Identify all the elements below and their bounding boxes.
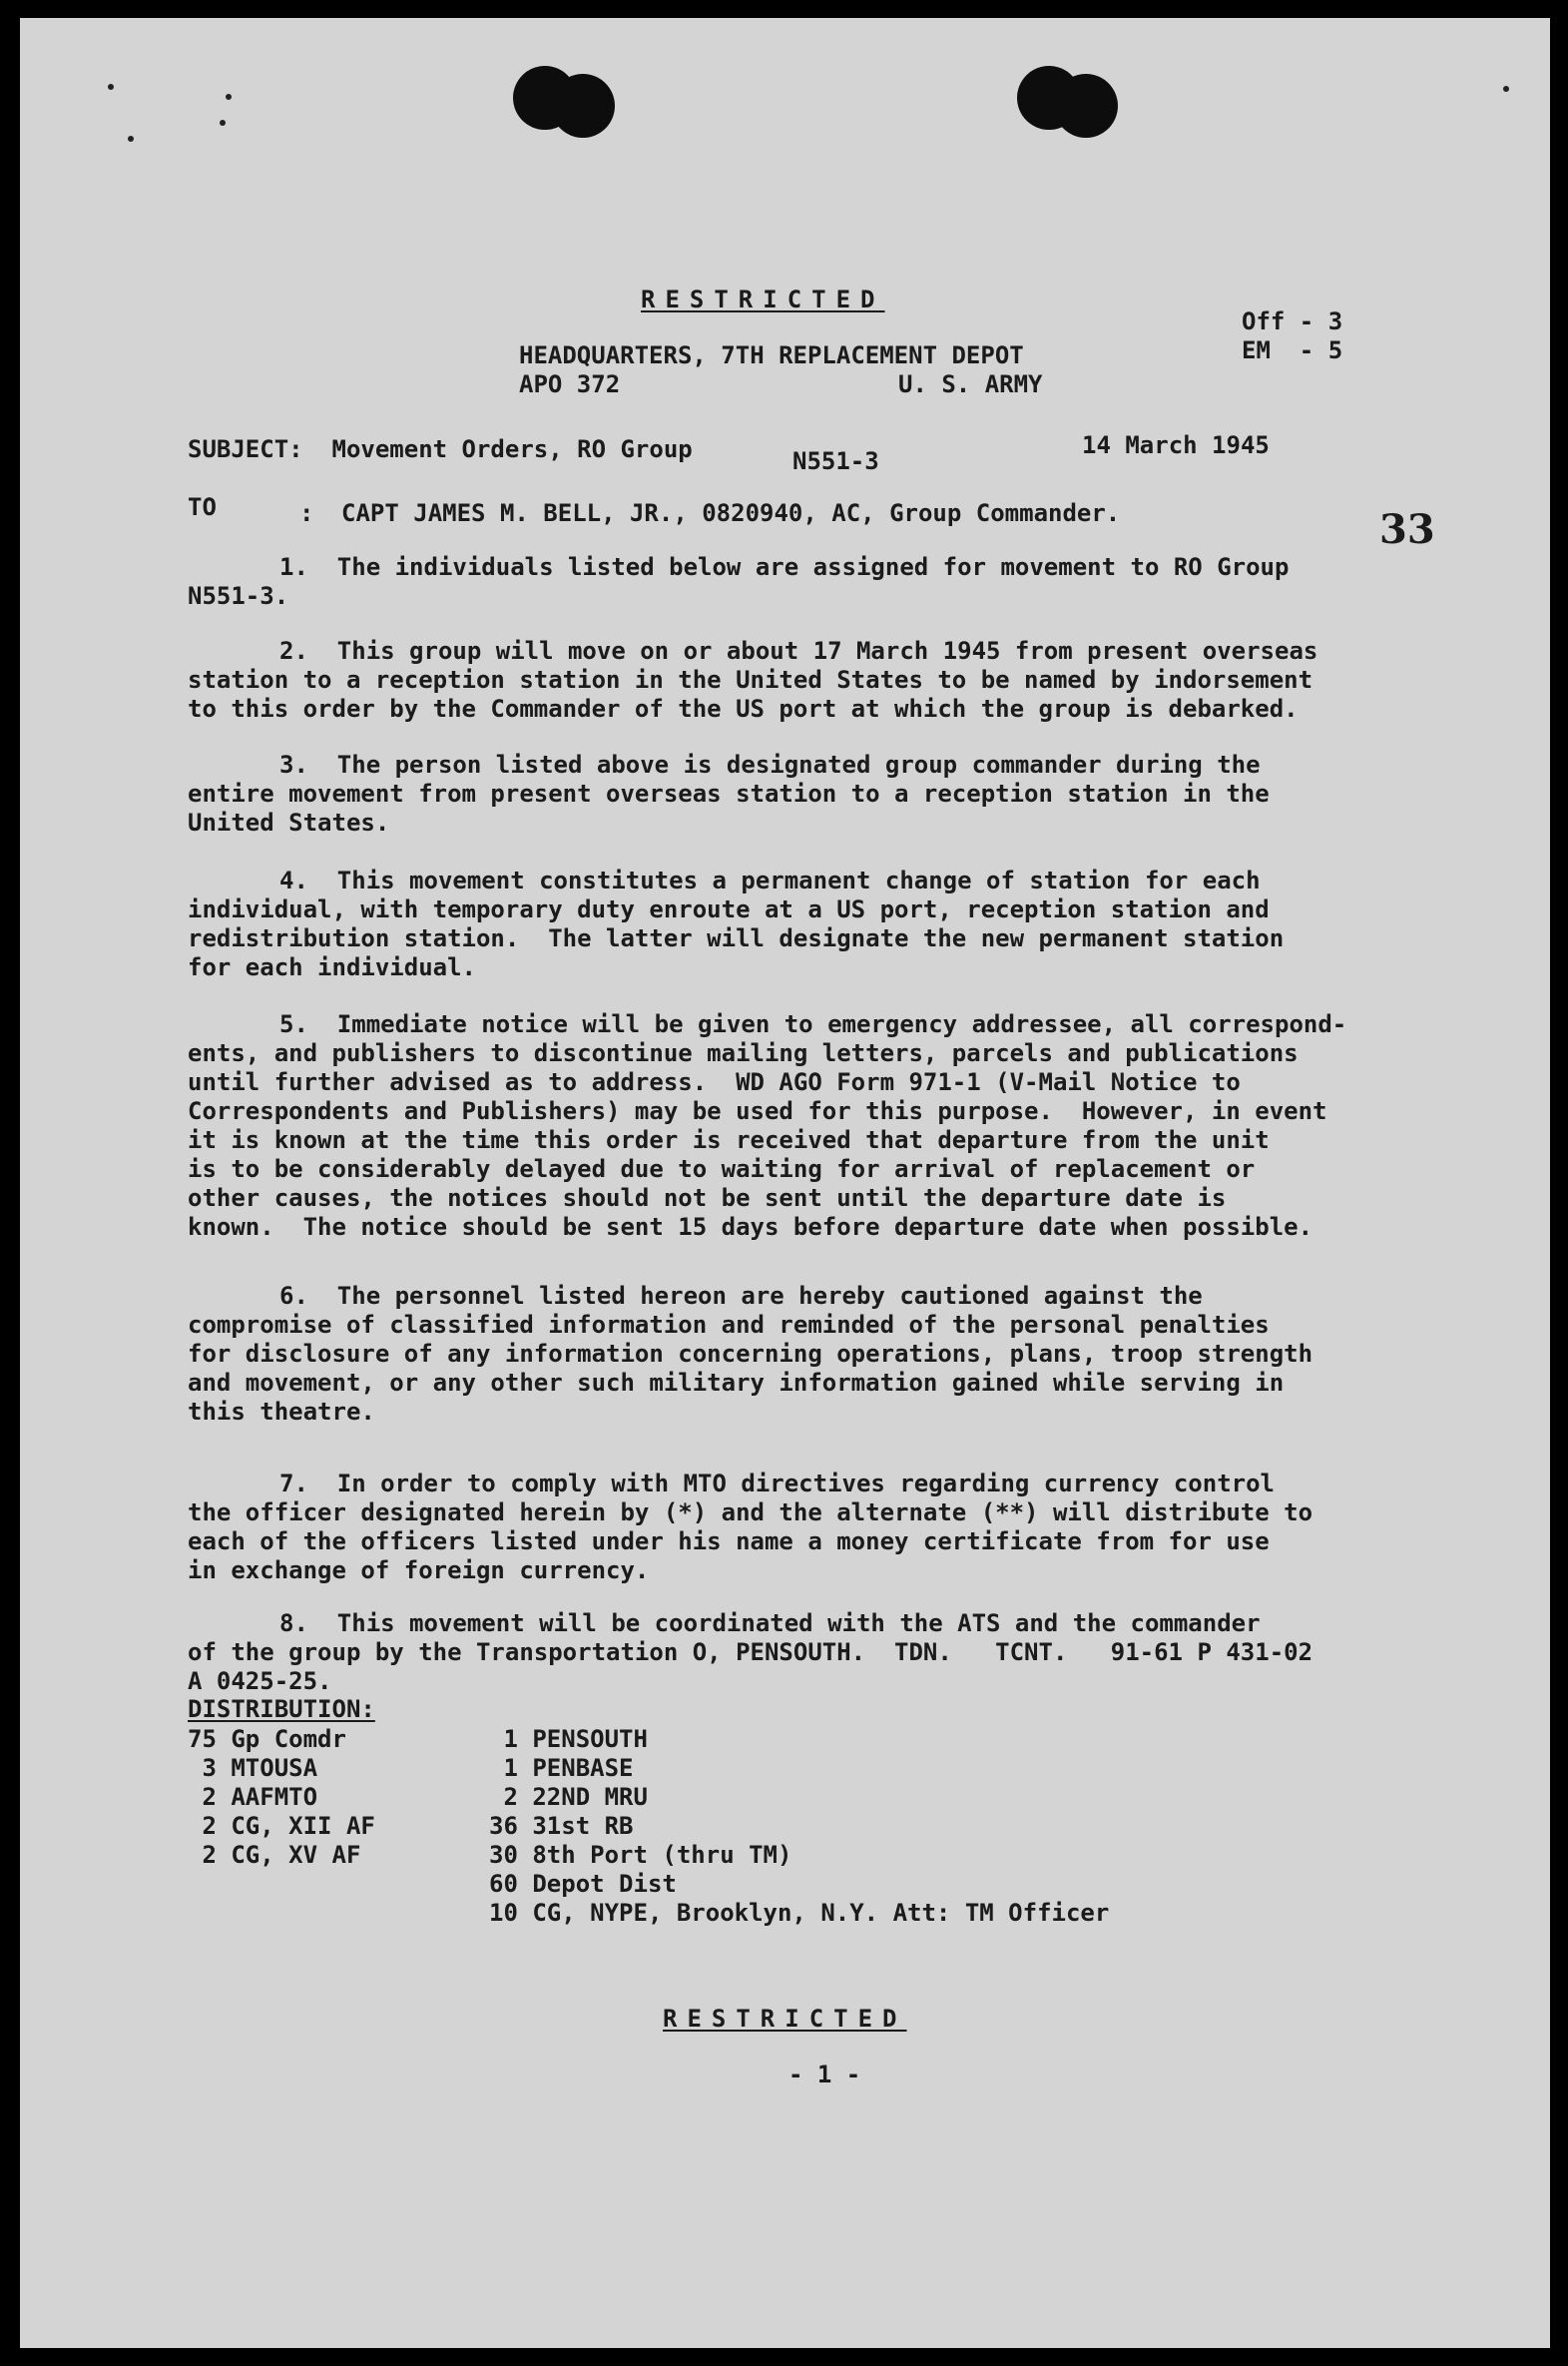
paragraph-line: United States. [188,809,390,837]
distribution-item: 1 PENBASE [489,1754,634,1782]
distribution-item: 2 CG, XV AF [188,1841,361,1869]
paragraph-line: 7. In order to comply with MTO directives regarding currency control [279,1470,1275,1497]
paper-speck [1503,86,1509,92]
paragraph-line: is to be considerably delayed due to waiting for arrival of replacement or [188,1155,1256,1183]
punch-hole [551,74,615,138]
header-unit: HEADQUARTERS, 7TH REPLACEMENT DEPOT [519,341,1024,369]
paragraph-4 [188,867,1284,982]
header-army: U. S. ARMY [898,370,1043,398]
paragraph-line: it is known at the time this order is received that departure from the unit [188,1126,1270,1154]
paragraph-line: entire movement from present overseas station to a reception station in the [188,780,1270,808]
distribution-item: 2 22ND MRU [489,1783,648,1811]
paragraph-line: Correspondents and Publishers) may be used for this purpose. However, in event [188,1097,1327,1125]
paragraph-line: 4. This movement constitutes a permanent change of station for each [279,867,1261,894]
paragraph-8 [188,1609,1312,1696]
paragraph-line: this theatre. [188,1398,375,1426]
paragraph-line: 5. Immediate notice will be given to emergency addressee, all correspond- [279,1010,1347,1038]
paragraph-5 [188,1010,1346,1242]
paragraph-2 [188,637,1317,724]
paragraph-7 [188,1470,1312,1585]
distribution-item: 2 CG, XII AF [188,1812,375,1840]
paragraph-3 [188,751,1270,838]
folio-number: 33 [1379,506,1435,553]
distribution-item: 10 CG, NYPE, Brooklyn, N.Y. Att: TM Officer [489,1899,1110,1927]
paragraph-line: 8. This movement will be coordinated with the ATS and the commander [279,1609,1261,1637]
header-apo: APO 372 [519,370,621,398]
distribution-item: 36 31st RB [489,1812,634,1840]
order-date: 14 March 1945 [1082,431,1270,459]
to-addressee: CAPT JAMES M. BELL, JR., 0820940, AC, Group Commander. [341,499,1121,527]
paragraph-line: each of the officers listed under his name a money certificate from for use [188,1527,1270,1555]
paragraph-line: and movement, or any other such military information gained while serving in [188,1369,1285,1397]
distribution-item: 3 MTOUSA [188,1754,318,1782]
punch-hole [1054,74,1118,138]
paragraph-1 [188,553,1289,611]
paper-speck [108,84,114,90]
count-enlisted: EM - 5 [1242,336,1343,364]
distribution-item: 30 8th Port (thru TM) [489,1841,792,1869]
paragraph-line: 1. The individuals listed below are assigned for movement to RO Group [279,553,1290,581]
paragraph-line: known. The notice should be sent 15 days before departure date when possible. [188,1213,1313,1241]
paragraph-line: for disclosure of any information concerning operations, plans, troop strength [188,1340,1313,1368]
paragraph-line: station to a reception station in the United States to be named by indorsement [188,666,1313,694]
document-page [20,18,1550,2348]
paragraph-line: the officer designated herein by (*) and the alternate (**) will distribute to [188,1498,1313,1526]
to-colon: : [299,499,314,527]
to-label: TO [188,493,217,521]
page-number: - 1 - [788,2061,861,2088]
paragraph-line: of the group by the Transportation O, PENSOUTH. TDN. TCNT. 91-61 P 431-02 [188,1638,1313,1666]
paper-speck [226,94,232,100]
distribution-item: 1 PENSOUTH [489,1725,648,1753]
paragraph-line: redistribution station. The latter will designate the new permanent station [188,924,1285,952]
distribution-heading: DISTRIBUTION: [188,1695,375,1723]
distribution-item: 60 Depot Dist [489,1870,677,1898]
paragraph-line: A 0425-25. [188,1667,332,1695]
paragraph-line: 6. The personnel listed hereon are hereby cautioned against the [279,1282,1203,1310]
subject-line: SUBJECT: Movement Orders, RO Group [188,435,693,463]
paragraph-line: individual, with temporary duty enroute at a US port, reception station and [188,895,1270,923]
order-number: N551-3 [792,447,879,475]
count-officers: Off - 3 [1242,307,1343,335]
distribution-right-list [489,1725,1109,1928]
paragraph-line: ents, and publishers to discontinue mailing letters, parcels and publications [188,1039,1299,1067]
paragraph-line: in exchange of foreign currency. [188,1556,650,1584]
classification-bottom: RESTRICTED [663,2005,907,2033]
paragraph-line: to this order by the Commander of the US port at which the group is debarked. [188,695,1299,723]
paper-speck [128,136,134,142]
paper-speck [220,120,226,126]
paragraph-line: for each individual. [188,953,476,981]
paragraph-line: 3. The person listed above is designated group commander during the [279,751,1261,779]
classification-top: RESTRICTED [641,286,885,313]
paragraph-line: until further advised as to address. WD AGO Form 971-1 (V-Mail Notice to [188,1068,1241,1096]
paragraph-line: other causes, the notices should not be sent until the departure date is [188,1184,1227,1212]
paragraph-line: 2. This group will move on or about 17 March 1945 from present overseas [279,637,1318,665]
paragraph-line: N551-3. [188,582,289,610]
distribution-item: 75 Gp Comdr [188,1725,346,1753]
paragraph-line: compromise of classified information and reminded of the personal penalties [188,1311,1270,1339]
distribution-item: 2 AAFMTO [188,1783,318,1811]
paragraph-6 [188,1282,1312,1427]
distribution-left-list [188,1725,375,1870]
